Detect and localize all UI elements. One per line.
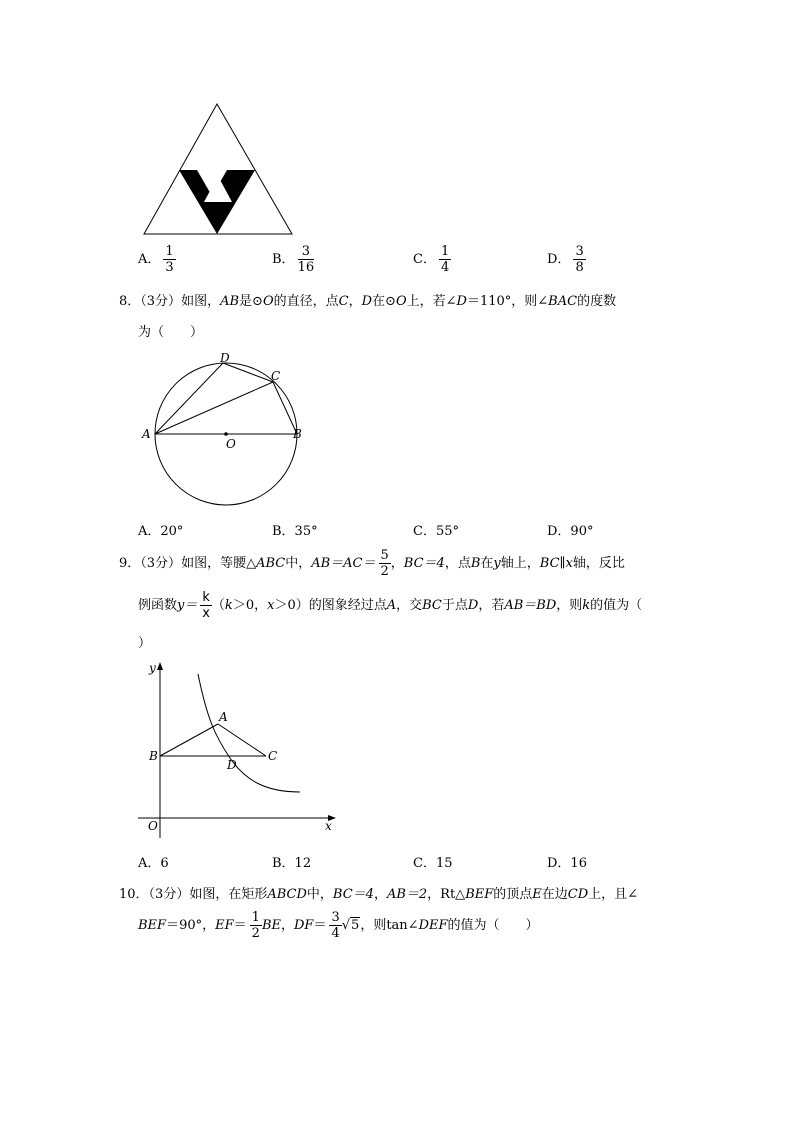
text: 中， (285, 556, 312, 571)
text: 在⊙ (372, 294, 396, 309)
q8-option-a[interactable]: A．20° (138, 524, 184, 539)
math-var: BC＝4 (403, 556, 445, 571)
numerator: 3 (331, 910, 340, 925)
denominator: 2 (380, 564, 389, 579)
q8-label-a: A (142, 427, 151, 441)
question-number: 9． (119, 556, 141, 571)
numerator: 1 (165, 244, 174, 259)
math-var: BC∥x (539, 556, 573, 571)
fraction (200, 590, 212, 621)
text: ＝ (313, 918, 327, 933)
denominator: 4 (440, 260, 450, 275)
q9-option-d[interactable]: D．16 (547, 856, 587, 871)
text: 是⊙ (239, 294, 263, 309)
fraction (298, 244, 315, 275)
math-var: BE (261, 918, 281, 933)
question-number: 10． (119, 887, 149, 902)
numerator: 3 (575, 244, 584, 259)
math-var: k (582, 598, 591, 613)
q8-option-c[interactable]: C．55° (413, 524, 459, 539)
q8-stem-line1 (119, 290, 616, 309)
q9-stem-line2 (138, 590, 642, 621)
text: 的顶点 (493, 887, 533, 902)
q10-stem-line1 (119, 883, 638, 902)
math-var: ABC (256, 556, 286, 571)
fraction (439, 244, 451, 275)
q7-figure (140, 100, 300, 240)
text: （ (211, 598, 225, 613)
denominator: 16 (297, 260, 315, 275)
text: 如图， (181, 294, 221, 309)
math-var: y (493, 556, 501, 571)
q7-option-b[interactable] (272, 244, 314, 275)
q9-stem-line3 (138, 632, 151, 651)
q9-option-a[interactable]: A．6 (138, 856, 169, 871)
option-label: B． (272, 252, 295, 267)
q9-label-a: A (219, 710, 228, 724)
q9-stem-line1 (119, 548, 625, 579)
text: ， (373, 887, 387, 902)
math-var: EF (215, 918, 234, 933)
text: ＞0， (232, 598, 268, 613)
text: 上，若∠ (406, 294, 457, 309)
q7-option-c[interactable] (413, 244, 451, 275)
q8-label-o: O (226, 437, 236, 451)
text: 如图，在矩形 (189, 887, 268, 902)
q8-figure (140, 348, 310, 508)
math-var: AB＝AC＝ (311, 556, 376, 571)
text: ＝ (233, 918, 247, 933)
q8-label-b: B (293, 427, 302, 441)
text: ＝90°， (166, 918, 216, 933)
math-var: y＝ (177, 598, 198, 613)
q8-line-ac (155, 382, 273, 434)
text: 为（ ） (138, 325, 204, 340)
text: 的值为（ (590, 598, 643, 613)
math-var: k (224, 598, 233, 613)
math-var: ABCD (267, 887, 307, 902)
text: 在边 (541, 887, 568, 902)
math-var: C (338, 294, 349, 309)
math-var: A (386, 598, 397, 613)
text: ＞0）的图象经过点 (274, 598, 387, 613)
math-var: D (467, 598, 479, 613)
score: （3分） (140, 294, 182, 309)
math-var: DF (294, 918, 314, 933)
text: 如图，等腰△ (181, 556, 257, 571)
numerator: 5 (380, 548, 389, 563)
text: 上，且∠ (588, 887, 639, 902)
option-label: D． (547, 252, 571, 267)
q7-option-d[interactable] (547, 244, 586, 275)
text: 在 (480, 556, 494, 571)
score: （3分） (140, 556, 182, 571)
q8-option-d[interactable]: D．90° (547, 524, 594, 539)
denominator: 8 (575, 260, 584, 275)
math-var: AB＝BD (504, 598, 557, 613)
text: 中， (306, 887, 333, 902)
q9-option-c[interactable]: C．15 (413, 856, 453, 871)
numerator: 1 (251, 910, 260, 925)
q8-stem-line2 (138, 321, 203, 340)
q9-hyperbola (198, 674, 300, 792)
text: ，则 (556, 598, 583, 613)
denominator: 3 (165, 260, 174, 275)
q9-label-x: x (325, 819, 332, 833)
denominator: x (202, 606, 210, 621)
q9-line-ba (160, 724, 218, 756)
q8-option-b[interactable]: B．35° (272, 524, 318, 539)
math-var: DEF (418, 918, 448, 933)
math-var: CD (567, 887, 589, 902)
q8-label-c: C (271, 369, 281, 383)
math-var: B (470, 556, 481, 571)
q9-label-d: D (227, 758, 237, 772)
q8-line-dc (223, 363, 273, 382)
numerator: 3 (298, 244, 315, 260)
text: 于点 (441, 598, 468, 613)
fraction (163, 244, 175, 275)
fraction (250, 910, 262, 941)
math-var: AB (220, 294, 240, 309)
q9-option-b[interactable]: B．12 (272, 856, 312, 871)
radicand: 5 (351, 918, 360, 933)
q9-figure (135, 658, 345, 843)
math-var: D (361, 294, 373, 309)
math-var: AB＝2 (386, 887, 428, 902)
q9-y-arrow (157, 662, 163, 670)
math-var: x (267, 598, 275, 613)
math-var: O (395, 294, 407, 309)
q9-label-c: C (268, 749, 278, 763)
fraction (379, 548, 391, 579)
q8-label-d: D (220, 351, 230, 365)
text: 例函数 (138, 598, 178, 613)
text: 的度数 (577, 294, 617, 309)
math-var: BEF (138, 918, 167, 933)
text: ） (138, 636, 152, 651)
text: ，交 (396, 598, 423, 613)
math-var: D (456, 294, 467, 309)
text: ， (390, 556, 404, 571)
option-label: C． (413, 252, 436, 267)
math-var: E (532, 887, 542, 902)
q8-center-dot (224, 432, 228, 436)
text: ，若 (478, 598, 505, 613)
math-var: BC＝4 (332, 887, 374, 902)
question-number: 8． (119, 294, 141, 309)
math-var: BAC (548, 294, 578, 309)
numerator: 1 (440, 244, 450, 259)
score: （3分） (148, 887, 190, 902)
text: ， (280, 918, 294, 933)
math-var: BC (422, 598, 442, 613)
sqrt-sign: √ (341, 918, 351, 933)
text: ，Rt△ (427, 887, 466, 902)
text: ，则tan∠ (360, 918, 419, 933)
fraction (573, 244, 585, 275)
text: ＝110°，则∠ (466, 294, 549, 309)
q9-label-y: y (149, 661, 156, 675)
text: ， (348, 294, 362, 309)
denominator: 2 (251, 926, 260, 941)
option-label: A． (138, 252, 161, 267)
denominator: 4 (331, 926, 340, 941)
q7-option-a[interactable] (138, 244, 176, 275)
text: 轴，反比 (572, 556, 625, 571)
q9-label-o: O (148, 819, 158, 833)
text: 的值为（ ） (447, 918, 539, 933)
text: ，点 (444, 556, 471, 571)
text: 轴上， (500, 556, 540, 571)
text: 的直径，点 (273, 294, 339, 309)
math-var: BEF (465, 887, 494, 902)
q9-label-b: B (149, 749, 158, 763)
q10-stem-line2 (138, 910, 539, 941)
numerator: k (202, 590, 210, 605)
math-var: O (262, 294, 274, 309)
fraction (329, 910, 341, 941)
